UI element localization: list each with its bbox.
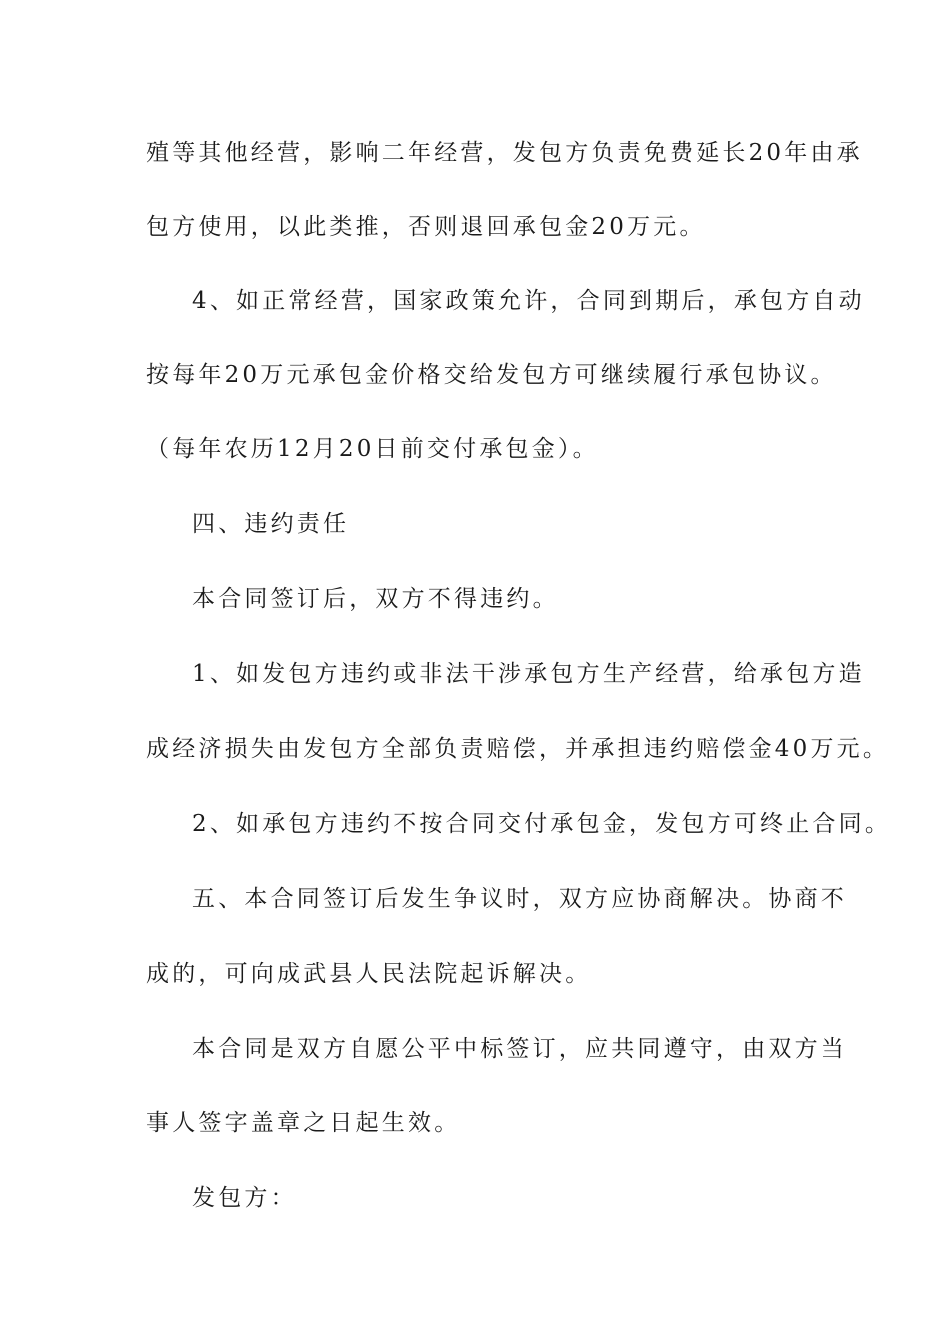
signature-label: 发包方： (192, 1185, 297, 1211)
section-heading: 四、违约责任 (192, 511, 350, 537)
paragraph-line: 五、本合同签订后发生争议时，双方应协商解决。协商不 (192, 886, 847, 912)
paragraph-line: 本合同签订后，双方不得违约。 (192, 586, 559, 612)
paragraph-line: 按每年20万元承包金价格交给发包方可继续履行承包协议。 (146, 362, 837, 388)
paragraph-line: 2、如承包方违约不按合同交付承包金，发包方可终止合同。 (192, 811, 892, 837)
paragraph-line: 4、如正常经营，国家政策允许，合同到期后，承包方自动 (192, 288, 865, 314)
paragraph-line: 殖等其他经营，影响二年经营，发包方负责免费延长20年由承 (146, 140, 863, 166)
paragraph-line: 1、如发包方违约或非法干涉承包方生产经营，给承包方造 (192, 661, 865, 687)
paragraph-line: 事人签字盖章之日起生效。 (146, 1110, 461, 1136)
paragraph-line: 本合同是双方自愿公平中标签订，应共同遵守，由双方当 (192, 1036, 847, 1062)
paragraph-line: 成的，可向成武县人民法院起诉解决。 (146, 961, 592, 987)
paragraph-line: 成经济损失由发包方全部负责赔偿，并承担违约赔偿金40万元。 (146, 736, 890, 762)
paragraph-line: 包方使用，以此类推，否则退回承包金20万元。 (146, 214, 706, 240)
paragraph-line: （每年农历12月20日前交付承包金）。 (146, 436, 599, 462)
